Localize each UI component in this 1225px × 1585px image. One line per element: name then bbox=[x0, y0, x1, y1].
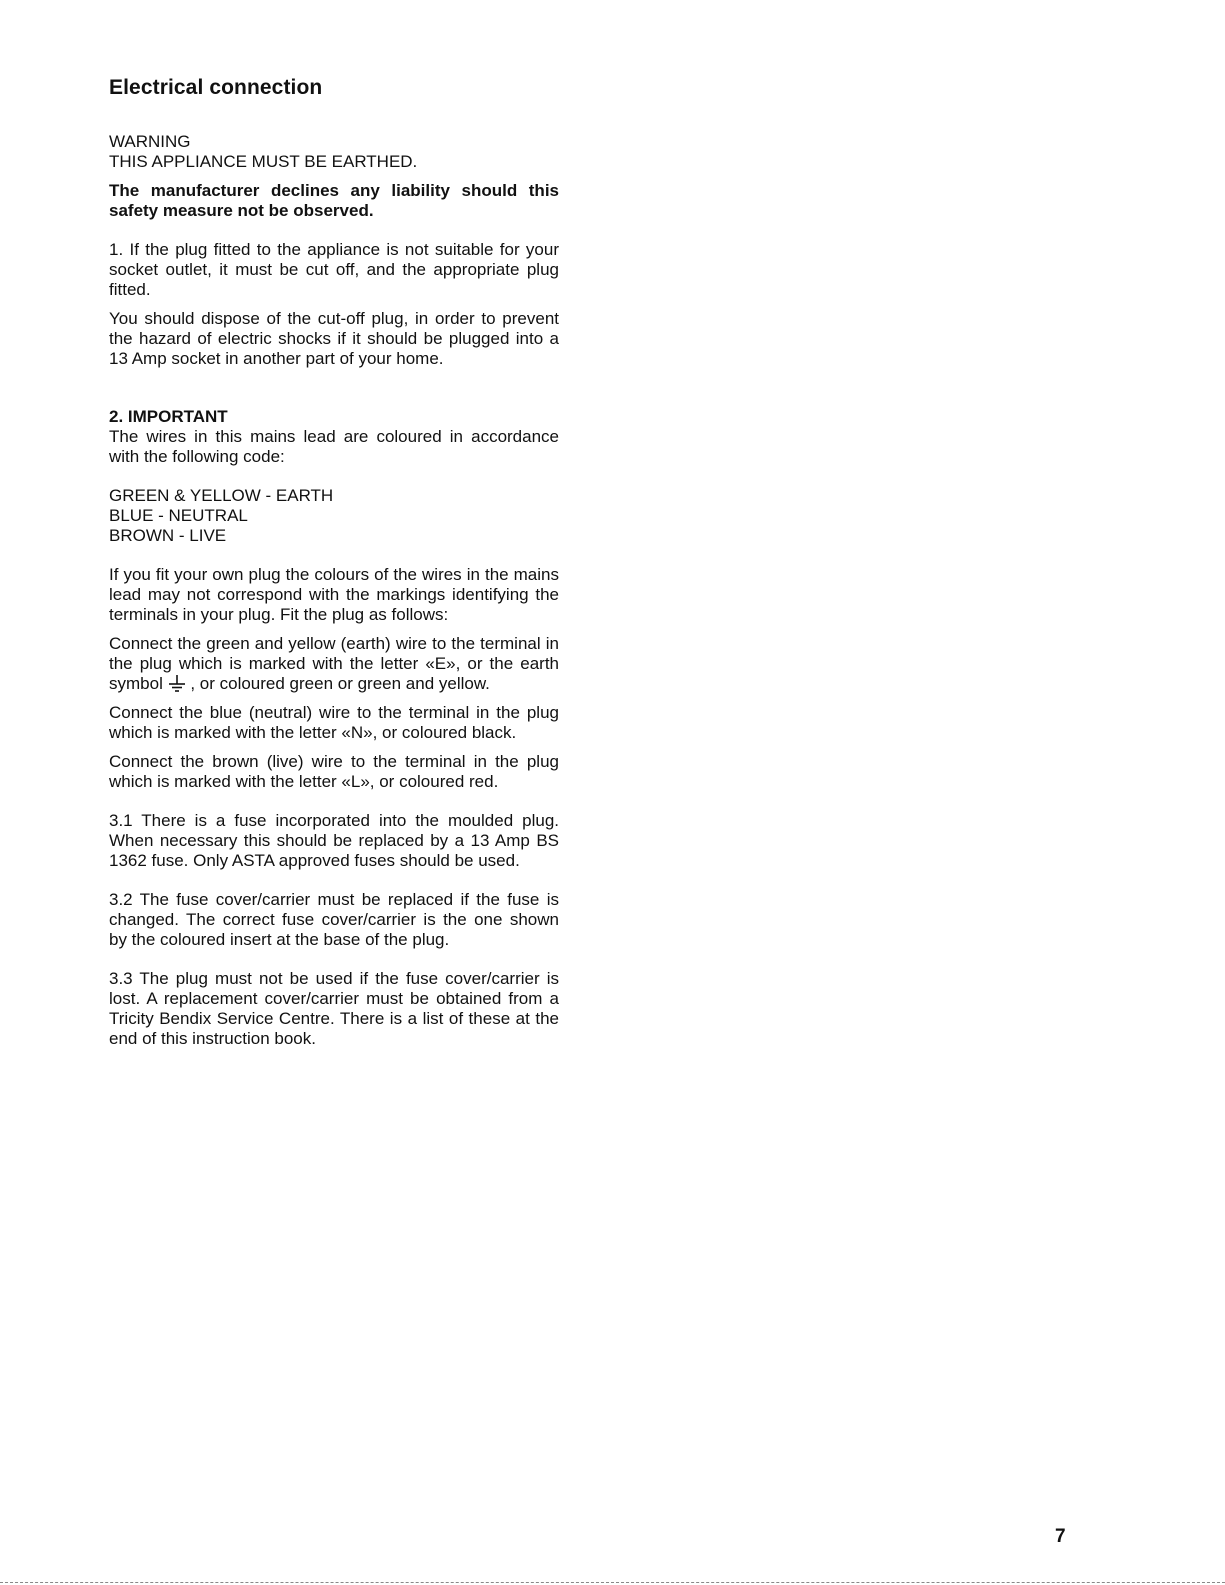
section1-para2: You should dispose of the cut-off plug, in order to prevent the hazard of electric shocks if it should be plugged into a 13 Amp socket in another part of your home. bbox=[109, 309, 559, 368]
colour-code-earth: GREEN & YELLOW - EARTH bbox=[109, 486, 334, 505]
section-1 bbox=[109, 240, 559, 369]
section2-heading: 2. IMPORTANT bbox=[109, 407, 228, 426]
manual-page bbox=[109, 76, 559, 1049]
colour-code-live: BROWN - LIVE bbox=[109, 526, 227, 545]
warning-text: THIS APPLIANCE MUST BE EARTHED. bbox=[109, 152, 418, 171]
section-3 bbox=[109, 811, 559, 1049]
earth-wire-instruction bbox=[109, 634, 559, 694]
earth-wire-text-before: Connect the green and yellow (earth) wire to the terminal in the plug which is marked with the letter «E», or the earth symbol bbox=[109, 634, 559, 693]
warning-label: WARNING bbox=[109, 132, 191, 151]
own-plug-text: If you fit your own plug the colours of the wires in the mains lead may not correspond with the markings identifying the terminals in your plug. Fit the plug as follows: bbox=[109, 565, 559, 624]
section3-3: 3.3 The plug must not be used if the fuse cover/carrier is lost. A replacement cover/carrier must be obtained from a Tricity Bendix Service Centre. There is a list of these at the end of this instruction book. bbox=[109, 969, 559, 1048]
page-title: Electrical connection bbox=[109, 76, 323, 99]
earth-wire-text-after: , or coloured green or green and yellow. bbox=[190, 674, 490, 693]
section-2 bbox=[109, 407, 559, 792]
colour-code-list bbox=[109, 486, 559, 546]
earth-symbol-icon bbox=[168, 674, 186, 692]
page-number: 7 bbox=[1055, 1526, 1066, 1547]
bottom-divider bbox=[0, 1582, 1225, 1583]
section1-para1: 1. If the plug fitted to the appliance is not suitable for your socket outlet, it must be cut off, and the appropriate plug fitted. bbox=[109, 240, 559, 299]
section3-1: 3.1 There is a fuse incorporated into the moulded plug. When necessary this should be replaced by a 13 Amp BS 1362 fuse. Only ASTA approved fuses should be used. bbox=[109, 811, 559, 870]
section3-2: 3.2 The fuse cover/carrier must be replaced if the fuse is changed. The correct fuse cover/carrier is the one shown by the coloured insert at the base of the plug. bbox=[109, 890, 559, 949]
live-wire-instruction: Connect the brown (live) wire to the terminal in the plug which is marked with the letter «L», or coloured red. bbox=[109, 752, 559, 791]
colour-code-neutral: BLUE - NEUTRAL bbox=[109, 506, 248, 525]
section2-intro: The wires in this mains lead are coloured in accordance with the following code: bbox=[109, 427, 559, 466]
neutral-wire-instruction: Connect the blue (neutral) wire to the terminal in the plug which is marked with the letter «N», or coloured black. bbox=[109, 703, 559, 742]
warning-block bbox=[109, 132, 559, 221]
liability-text: The manufacturer declines any liability should this safety measure not be observed. bbox=[109, 181, 559, 220]
